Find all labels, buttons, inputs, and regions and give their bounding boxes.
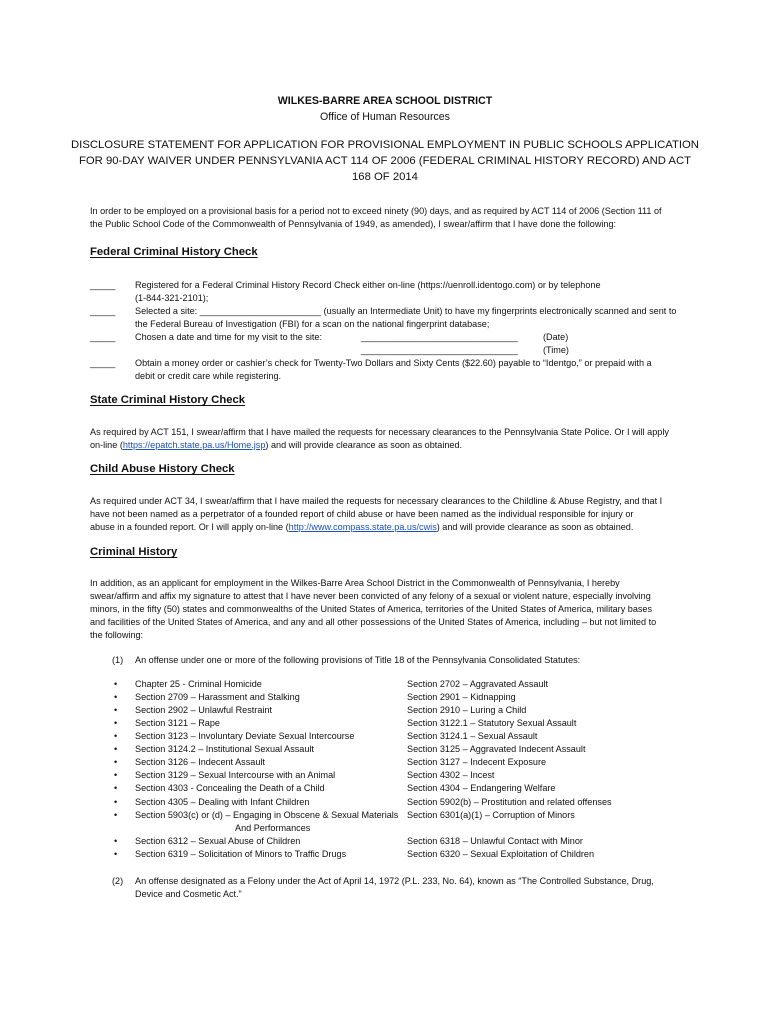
offense-right: Section 2702 – Aggravated Assault [407,679,549,689]
federal-item-1-line-1: Registered for a Federal Criminal History Record Check either on-line (https://uenroll.identogo.com) or by telephone [135,280,601,290]
federal-item-3-label: Chosen a date and time for my visit to the site: [135,332,323,342]
federal-item-4-blank[interactable]: _____ [90,358,116,368]
federal-item-1 [135,279,695,305]
bullet: • [114,757,118,767]
office-name: Office of Human Resources [320,111,450,123]
time-label: (Time) [543,345,569,355]
offense-right: Section 6320 – Sexual Exploitation of Children [407,849,595,859]
criminal-line-1: In addition, as an applicant for employment in the Wilkes-Barre Area School District in the Commonwealth of Pennsylvania, I hereby [90,578,620,588]
offense-right: Section 5902(b) – Prostitution and related offenses [407,797,612,807]
item-2-line-1: An offense designated as a Felony under the Act of April 14, 1972 (P.L. 233, No. 64), known as “The Controlled Substance, Drug, [135,876,654,886]
federal-item-2-line-2: the Federal Bureau of Investigation (FBI) for a scan on the national fingerprint database; [135,319,490,329]
federal-item-4 [135,357,695,383]
federal-item-2 [135,305,695,331]
offense-left: Section 2902 – Unlawful Restraint [135,705,272,715]
date-field[interactable]: _______________________________ [361,332,518,342]
offense-left: Section 3124.2 – Institutional Sexual Assault [135,744,314,754]
time-field[interactable]: _______________________________ [361,345,518,355]
item-1-text: An offense under one or more of the following provisions of Title 18 of the Pennsylvania Consolidated Statutes: [135,655,581,665]
item-2-number: (2) [112,876,124,886]
state-line-2-post: ) and will provide clearance as soon as obtained. [265,440,463,450]
offense-left: Section 3129 – Sexual Intercourse with an Animal [135,770,336,780]
state-paragraph [90,426,684,452]
offense-right: Section 6318 – Unlawful Contact with Minor [407,836,583,846]
item-2-text [135,875,654,901]
bullet: • [114,797,118,807]
offense-right: Section 4304 – Endangering Welfare [407,783,556,793]
bullet: • [114,810,118,820]
bullet: • [114,770,118,780]
child-line-3-pre: abuse in a founded report. Or I will apply on-line ( [90,522,289,532]
offense-left: Section 6312 – Sexual Abuse of Children [135,836,301,846]
offense-right: Section 3124.1 – Sexual Assault [407,731,538,741]
title-line-3: 168 OF 2014 [352,171,418,183]
title-line-1: DISCLOSURE STATEMENT FOR APPLICATION FOR PROVISIONAL EMPLOYMENT IN PUBLIC SCHOOLS APPLICATION [71,139,699,151]
intro-line-1: In order to be employed on a provisional basis for a period not to exceed ninety (90) days, and as required by ACT 114 of 2006 (Section 111 of [90,206,662,216]
bullet: • [114,718,118,728]
child-abuse-paragraph [90,495,684,534]
offense-right: Section 3122.1 – Statutory Sexual Assault [407,718,577,728]
offense-left: Section 3123 – Involuntary Deviate Sexual Intercourse [135,731,355,741]
offense-right: Section 3127 – Indecent Exposure [407,757,547,767]
federal-item-1-line-2: (1-844-321-2101); [135,293,209,303]
offense-right: Section 2910 – Luring a Child [407,705,527,715]
federal-item-3-blank[interactable]: _____ [90,332,116,342]
offense-left: Section 6319 – Solicitation of Minors to Traffic Drugs [135,849,347,859]
state-line-2-pre: on-line ( [90,440,123,450]
state-line-2 [90,439,684,452]
intro-line-2: the Public School Code of the Commonwealth of Pennsylvania of 1949, as amended), I swear/affirm that I have done the following: [90,219,617,229]
federal-item-1-blank[interactable]: _____ [90,280,116,290]
compass-link[interactable]: http://www.compass.state.pa.us/cwis [288,522,437,532]
offense-left: Section 3126 – Indecent Assault [135,757,265,767]
federal-item-4-line-2: debit or credit care while registering. [135,371,282,381]
offense-left: Section 4305 – Dealing with Infant Children [135,797,310,807]
child-line-2: have not been named as a perpetrator of a founded report of child abuse or have been named as the individual responsible for injury or [90,509,634,519]
criminal-line-4: and facilities of the United States of America, and any and all other possessions of the United States of America, including – but not limited to [90,617,657,627]
bullet: • [114,705,118,715]
offense-left: Section 5903(c) or (d) – Engaging in Obscene & Sexual Materials [135,810,399,820]
federal-item-2-line-1: Selected a site: ________________________ (usually an Intermediate Unit) to have my fingerprints electronically scanned and sent to [135,306,677,316]
offense-left: Section 4303 - Concealing the Death of a Child [135,783,325,793]
offense-right: Section 2901 – Kidnapping [407,692,516,702]
child-abuse-heading: Child Abuse History Check [90,463,235,475]
child-line-3 [90,521,684,534]
child-line-1: As required under ACT 34, I swear/affirm that I have mailed the requests for necessary clearances to the Childline & Abuse Registry, and that I [90,496,663,506]
bullet: • [114,692,118,702]
offense-continuation: And Performances [235,823,311,833]
offense-right: Section 4302 – Incest [407,770,495,780]
item-2-line-2: Device and Cosmetic Act.” [135,889,242,899]
state-heading: State Criminal History Check [90,394,246,406]
bullet: • [114,849,118,859]
title-line-2: FOR 90-DAY WAIVER UNDER PENNSYLVANIA ACT 114 OF 2006 (FEDERAL CRIMINAL HISTORY RECORD) AND ACT [78,155,692,167]
criminal-history-heading: Criminal History [90,546,178,558]
offense-right: Section 6301(a)(1) – Corruption of Minors [407,810,575,820]
federal-item-2-blank[interactable]: _____ [90,306,116,316]
bullet: • [114,783,118,793]
offense-left: Chapter 25 - Criminal Homicide [135,679,262,689]
criminal-line-3: minors, in the fifty (50) states and commonwealths of the United States of America, territories of the United States of America, military bases [90,604,653,614]
item-1-number: (1) [112,655,124,665]
bullet: • [114,836,118,846]
child-line-3-post: ) and will provide clearance as soon as obtained. [436,522,634,532]
state-line-1: As required by ACT 151, I swear/affirm that I have mailed the requests for necessary clearances to the Pennsylvania State Police. Or I will apply [90,427,669,437]
offense-left: Section 3121 – Rape [135,718,220,728]
offense-left: Section 2709 – Harassment and Stalking [135,692,300,702]
epatch-link[interactable]: https://epatch.state.pa.us/Home.jsp [122,440,266,450]
date-label: (Date) [543,332,569,342]
criminal-paragraph [90,577,684,642]
document-title [60,137,710,185]
bullet: • [114,744,118,754]
criminal-line-5: the following: [90,630,144,640]
bullet: • [114,679,118,689]
criminal-line-2: swear/affirm and affix my signature to attest that I have never been convicted of any felony of a sexual or violent nature, especially involving [90,591,651,601]
federal-heading: Federal Criminal History Check [90,246,258,258]
intro-paragraph [90,205,684,231]
federal-item-4-line-1: Obtain a money order or cashier’s check for Twenty-Two Dollars and Sixty Cents ($22.60) payable to “Identgo,” or prepaid with a [135,358,652,368]
offense-right: Section 3125 – Aggravated Indecent Assault [407,744,586,754]
bullet: • [114,731,118,741]
district-name: WILKES-BARRE AREA SCHOOL DISTRICT [277,95,493,107]
